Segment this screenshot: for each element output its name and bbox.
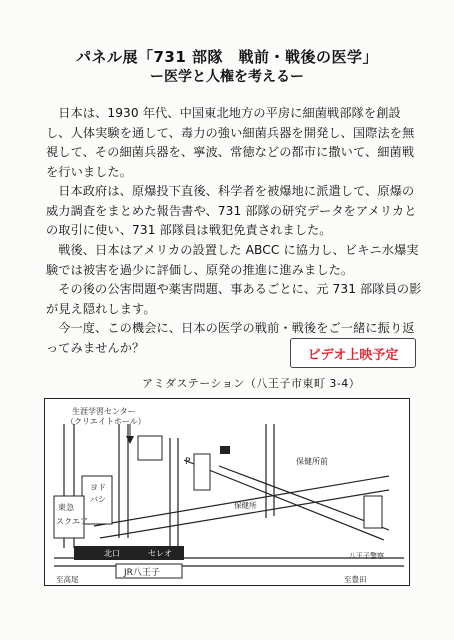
label-to-toyoda: 至豊田 (344, 575, 367, 584)
label-hoken-center: 保健所前 (296, 457, 328, 466)
paragraph-1: 日本は、1930 年代、中国東北地方の平房に細菌戦部隊を創設し、人体実験を通して、毒力の強い細菌兵器を開発し、国際法を無視して、その細菌兵器を、寧波、常徳などの都市に撒いて、細菌戦を行いました。 (46, 106, 415, 179)
video-screening-notice: ビデオ上映予定 (290, 338, 416, 368)
access-map (44, 398, 410, 586)
venue-marker (220, 446, 230, 454)
label-police: 八王子警察 (349, 552, 384, 560)
label-tokyu-2: スクエア (56, 517, 88, 526)
title-line-1: パネル展「731 部隊 戦前・戦後の医学」 (75, 48, 379, 66)
label-clayto-hall: （クリエイトホール） (66, 417, 146, 426)
lifelong-center-building (138, 436, 162, 460)
label-lifelong-center: 生涯学習センター (72, 407, 136, 416)
label-to-takao: 至高尾 (56, 575, 79, 584)
paragraph-2: 日本政府は、原爆投下直後、科学者を被爆地に派遣して、原爆の威力調査をまとめた報告書や、731 部隊の研究データをアメリカとの取引に使い、731 部隊員は戦犯免責されました。 (46, 184, 417, 237)
title-line-2: ー医学と人権を考えるー (150, 69, 304, 85)
label-yodobashi-1: ヨド (90, 483, 106, 492)
label-tokyu-1: 東急 (58, 503, 74, 512)
label-parking: P (185, 457, 191, 467)
paragraph-3: 戦後、日本はアメリカの設置した ABCC に協力し、ビキニ水爆実験では被害を過少に評価し、原発の推進に進みました。 (46, 243, 419, 277)
label-north-exit: 北口 (104, 549, 120, 558)
police-building (364, 496, 382, 528)
paragraph-5: 今一度、この機会に、日本の医学の戦前・戦後をご一緒に振り返ってみませんか？ (46, 321, 415, 355)
paragraph-4: その後の公害問題や薬害問題、事あるごとに、元 731 部隊員の影が見え隠れします。 (46, 282, 422, 316)
label-cereo: セレオ (148, 549, 172, 558)
bank-building (194, 454, 210, 490)
label-jr-hachioji: JR八王子 (124, 568, 160, 578)
label-yodobashi-2: バシ (90, 495, 106, 504)
label-hoken-street: 保健所 (234, 501, 257, 510)
venue-address: アミダステーション（八王子市東町 3-4） (142, 377, 361, 390)
